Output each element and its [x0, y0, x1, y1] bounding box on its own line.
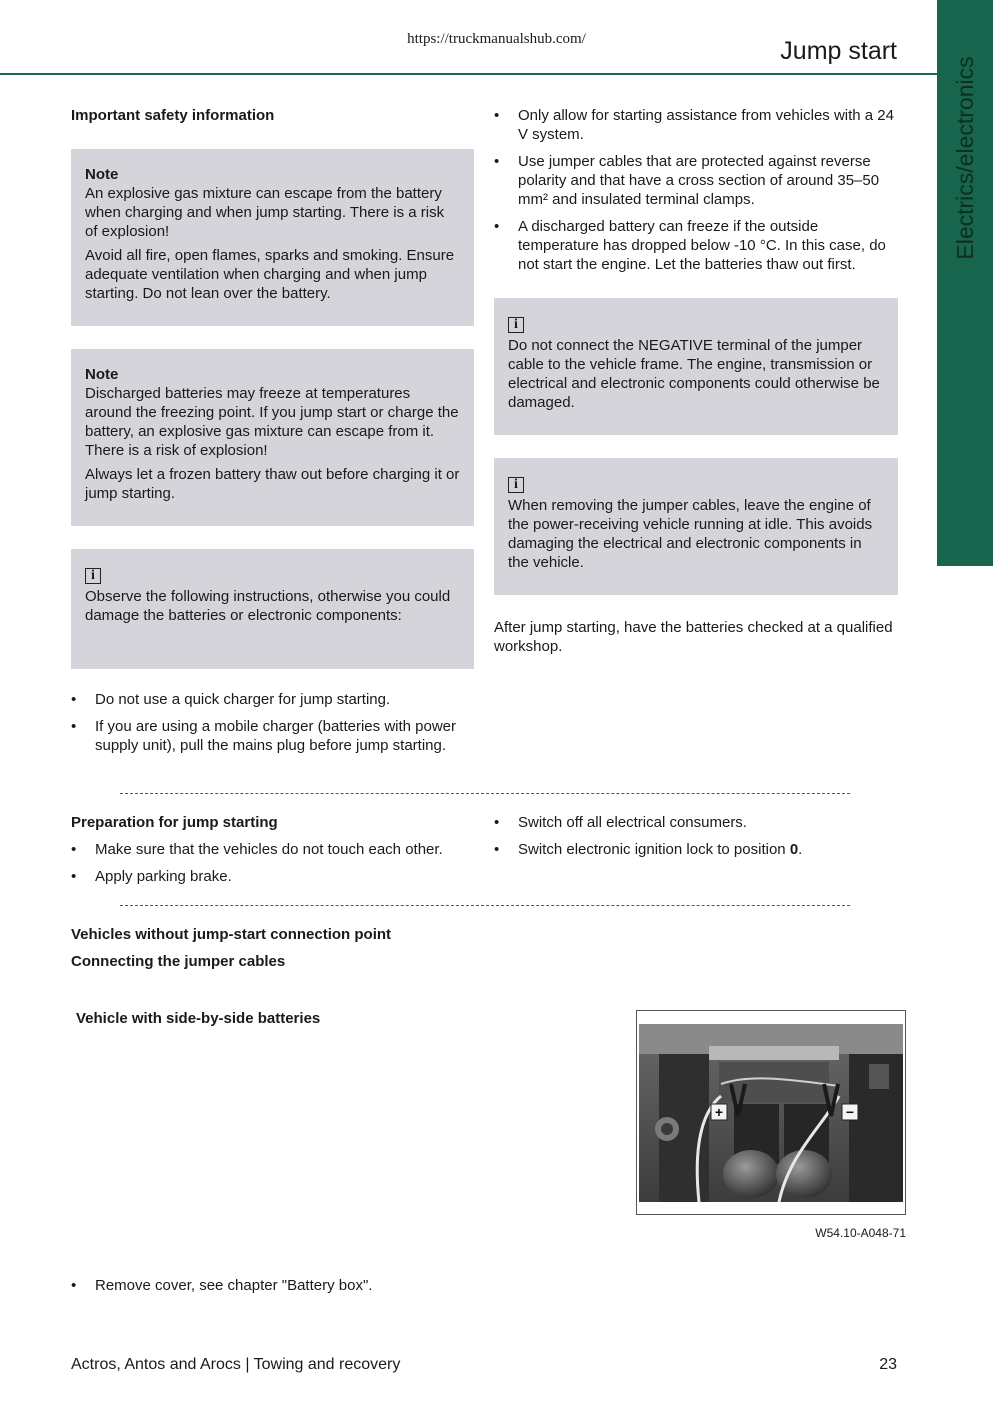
list-item: • Make sure that the vehicles do not touch each other.	[71, 840, 474, 859]
info-text: When removing the jumper cables, leave the engine of the power-receiving vehicle running at idle. This avoids damaging the electrical and electronic components in the vehicle.	[508, 497, 873, 571]
list-item: • Do not use a quick charger for jump starting.	[71, 690, 474, 709]
after-jump-text: After jump starting, have the batteries checked at a qualified workshop.	[494, 619, 893, 655]
source-url[interactable]: https://truckmanualshub.com/	[407, 31, 586, 47]
note-text: Always let a frozen battery thaw out before charging it or jump starting.	[85, 466, 460, 502]
list-item: • Remove cover, see chapter "Battery box".	[71, 1276, 671, 1295]
left-column	[71, 106, 474, 755]
note-title: Note	[85, 366, 119, 383]
side-tab	[937, 0, 993, 566]
note-text: Avoid all fire, open flames, sparks and smoking. Ensure adequate ventilation when charging and when jump starting. Do not lean over the battery.	[85, 247, 455, 302]
list-item	[494, 840, 898, 859]
preparation-right	[494, 813, 898, 859]
connecting-heading: Vehicles without jump-start connection point	[71, 926, 392, 943]
list-item: • Switch off all electrical consumers.	[494, 813, 898, 832]
info-text: Do not connect the NEGATIVE terminal of the jumper cable to the vehicle frame. The engine, transmission or electrical and electronic components could otherwise be damaged.	[508, 337, 880, 411]
section-divider	[120, 793, 850, 794]
side-tab-label: Electrics/electronics	[952, 56, 978, 260]
preparation-heading: Preparation for jump starting	[71, 814, 278, 831]
safety-bullet-list-left	[71, 690, 474, 755]
preparation-list-right	[494, 813, 898, 859]
list-item: • Only allow for starting assistance from vehicles with a 24 V system.	[494, 106, 898, 144]
info-icon: i	[508, 317, 524, 333]
page-title: Jump start	[780, 37, 897, 65]
info-box-negative-terminal	[494, 298, 898, 435]
note-box-freezing	[71, 349, 474, 526]
connecting-list	[71, 1276, 671, 1295]
ignition-text: Switch electronic ignition lock to position	[518, 841, 790, 858]
list-item: • A discharged battery can freeze if the outside temperature has dropped below -10 °C. In this case, do not start the engine. Let the batteries thaw out first.	[494, 217, 898, 274]
safety-bullet-list-right	[494, 106, 898, 274]
list-item: • Apply parking brake.	[71, 867, 474, 886]
figure-caption: W54.10-A048-71	[815, 1226, 906, 1240]
connecting-subheading: Connecting the jumper cables	[71, 953, 286, 970]
connecting-section	[71, 925, 571, 1028]
page-number: 23	[879, 1356, 897, 1373]
info-icon: i	[85, 568, 101, 584]
info-box-removing-cables	[494, 458, 898, 595]
minus-terminal-label: −	[845, 1104, 855, 1120]
note-box-explosion	[71, 149, 474, 326]
note-title: Note	[85, 166, 119, 183]
list-item: • Use jumper cables that are protected against reverse polarity and that have a cross section of around 35–50 mm² and insulated terminal clamps.	[494, 152, 898, 209]
ignition-suffix: .	[798, 841, 803, 858]
safety-heading: Important safety information	[71, 107, 275, 124]
section-divider	[120, 905, 850, 906]
header-divider	[0, 73, 938, 75]
battery-figure	[636, 1010, 906, 1215]
note-text: Discharged batteries may freeze at temperatures around the freezing point. If you jump start or charge the battery, an explosive gas mixture can escape from it. There is a risk of explosion!	[85, 385, 459, 459]
battery-illustration	[639, 1024, 903, 1202]
note-text: An explosive gas mixture can escape from the battery when charging and when jump starting. There is a risk of explosion!	[85, 185, 445, 240]
figure-title: Vehicle with side-by-side batteries	[76, 1010, 321, 1027]
list-item: • If you are using a mobile charger (batteries with power supply unit), pull the mains plug before jump starting.	[71, 717, 474, 755]
footer-title: Actros, Antos and Arocs | Towing and recovery	[71, 1356, 401, 1373]
info-icon: i	[508, 477, 524, 493]
ignition-position: 0	[789, 841, 799, 858]
preparation-list-left	[71, 840, 474, 886]
plus-terminal-label: +	[714, 1104, 724, 1120]
info-text: Observe the following instructions, otherwise you could damage the batteries or electronic components:	[85, 588, 451, 624]
preparation-left	[71, 813, 474, 886]
right-column	[494, 106, 898, 656]
info-box-instructions	[71, 549, 474, 669]
